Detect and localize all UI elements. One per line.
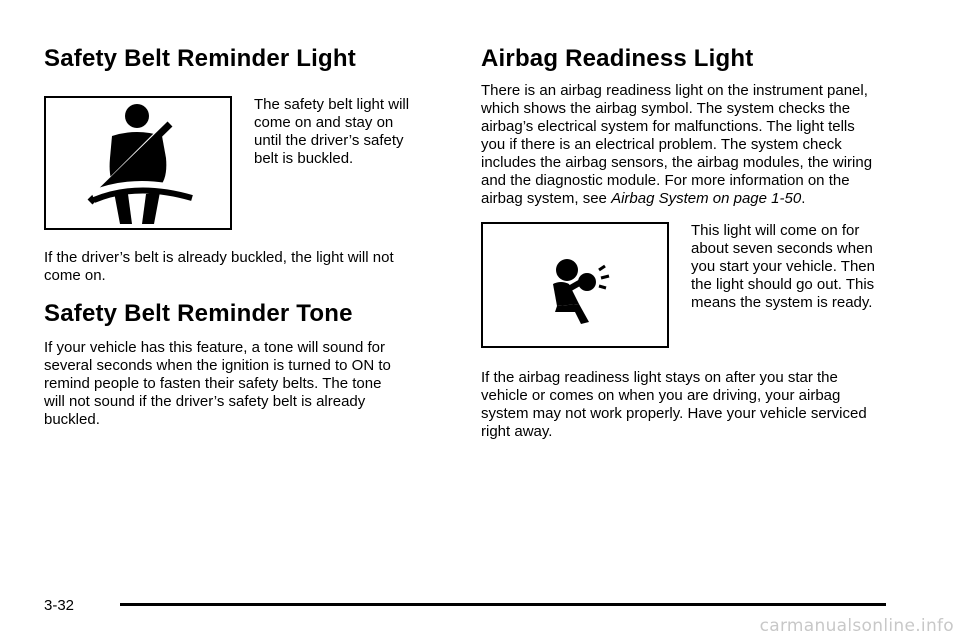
watermark: carmanualsonline.info xyxy=(759,616,954,636)
page-number: 3-32 xyxy=(44,597,75,614)
seatbelt-note: If the driver’s belt is already buckled, the light will not come on. xyxy=(44,249,394,284)
airbag-icon-box xyxy=(481,222,669,348)
footer-rule xyxy=(120,603,886,606)
left-column xyxy=(44,44,414,429)
safety-belt-light-heading: Safety Belt Reminder Light xyxy=(44,45,356,72)
airbag-light-heading: Airbag Readiness Light xyxy=(481,45,754,72)
seatbelt-figure-row xyxy=(44,96,414,294)
airbag-icon xyxy=(483,224,667,346)
airbag-figure-row xyxy=(481,222,881,370)
airbag-side-text: This light will come on for about seven seconds when you start your vehicle. Then the light should go out. This means the system is ready. xyxy=(691,222,875,311)
airbag-intro-body: There is an airbag readiness light on the instrument panel, which shows the airbag symbol. The system checks the airbag’s electrical system for malfunctions. The light tells you if there is an electrical problem. The system check includes the airbag sensors, the airbag modules, the wiring and the diagnostic module. For more information on the airbag system, see xyxy=(481,82,873,207)
right-column xyxy=(481,44,881,441)
seatbelt-side-text: The safety belt light will come on and stay on until the driver’s safety belt is buckled. xyxy=(254,96,410,167)
seatbelt-icon xyxy=(46,98,230,228)
seatbelt-tone-text: If your vehicle has this feature, a tone will sound for several seconds when the ignition is turned to ON to remind people to fasten their safety belts. The tone will not sound if the driver’s safety belt is already buckled. xyxy=(44,339,391,428)
airbag-system-reference: Airbag System on page 1-50 xyxy=(611,190,802,207)
seatbelt-icon-box xyxy=(44,96,232,230)
airbag-warning-text: If the airbag readiness light stays on after you star the vehicle or comes on when you are driving, your airbag system may not work properly. Have your vehicle serviced right away. xyxy=(481,369,867,440)
airbag-intro-text xyxy=(481,82,877,208)
airbag-ref-end: . xyxy=(801,190,806,207)
safety-belt-tone-heading: Safety Belt Reminder Tone xyxy=(44,300,353,327)
